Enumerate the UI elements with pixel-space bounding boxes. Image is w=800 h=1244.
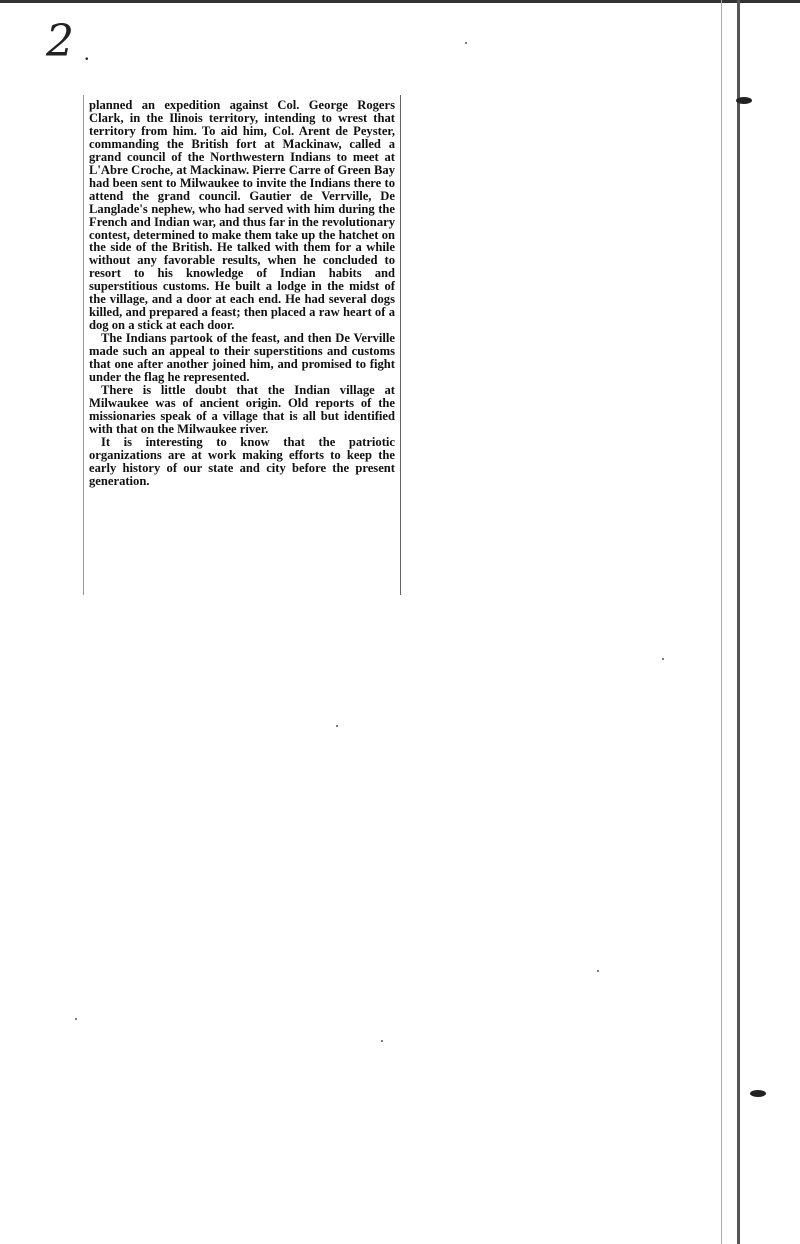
article-paragraph-2: The Indians partook of the feast, and then De Verville made such an appeal to their superstitions and customs that one after another joined him, and promised to fight under the flag he represented. [89, 331, 395, 385]
page-fold-line [721, 0, 722, 1244]
scan-speck [381, 1040, 383, 1042]
article-paragraph-1: planned an expedition against Col. George Rogers Clark, in the Ilinois territory, intending to wrest that territory from him. To aid him, Col. Arent de Peyster, commanding the British fort at Mackinaw, called a grand council of the Northwestern Indians to meet at L'Abre Croche, at Mackinaw. Pierre Carre of Green Bay had been sent to Milwaukee to invite the Indians there to attend the grand council. Gautier de Verrville, De Langlade's nephew, who had served with him during the French and Indian war, and thus far in the revolutionary contest, determined to make them take up the hatchet on the side of the British. He talked with them for a while without any favorable results, when he concluded to resort to his knowledge of Indian habits and superstitious customs. He built a lodge in the midst of the village, and a door at each end. He had several dogs killed, and prepared a feast; then placed a raw heart of a dog on a stick at each door. [89, 98, 395, 333]
article-text [89, 99, 395, 488]
page-number-suffix: . [84, 40, 90, 65]
handwritten-page-number: 2 [46, 16, 74, 67]
scan-speck [465, 42, 467, 44]
page-right-edge [737, 0, 740, 1244]
binder-hole-mark-bottom [750, 1090, 766, 1097]
article-paragraph-4: It is interesting to know that the patriotic organizations are at work making efforts to keep the early history of our state and city before the present generation. [89, 434, 395, 488]
scan-speck [597, 970, 599, 972]
page-top-edge [0, 0, 800, 3]
binder-hole-mark-top [736, 97, 752, 104]
scan-speck [662, 658, 664, 660]
article-paragraph-3: There is little doubt that the Indian village at Milwaukee was of ancient origin. Old reports of the missionaries speak of a village that is all but identified with that on the Milwaukee river. [89, 382, 395, 436]
scan-speck [336, 725, 338, 727]
scan-speck [75, 1018, 77, 1020]
